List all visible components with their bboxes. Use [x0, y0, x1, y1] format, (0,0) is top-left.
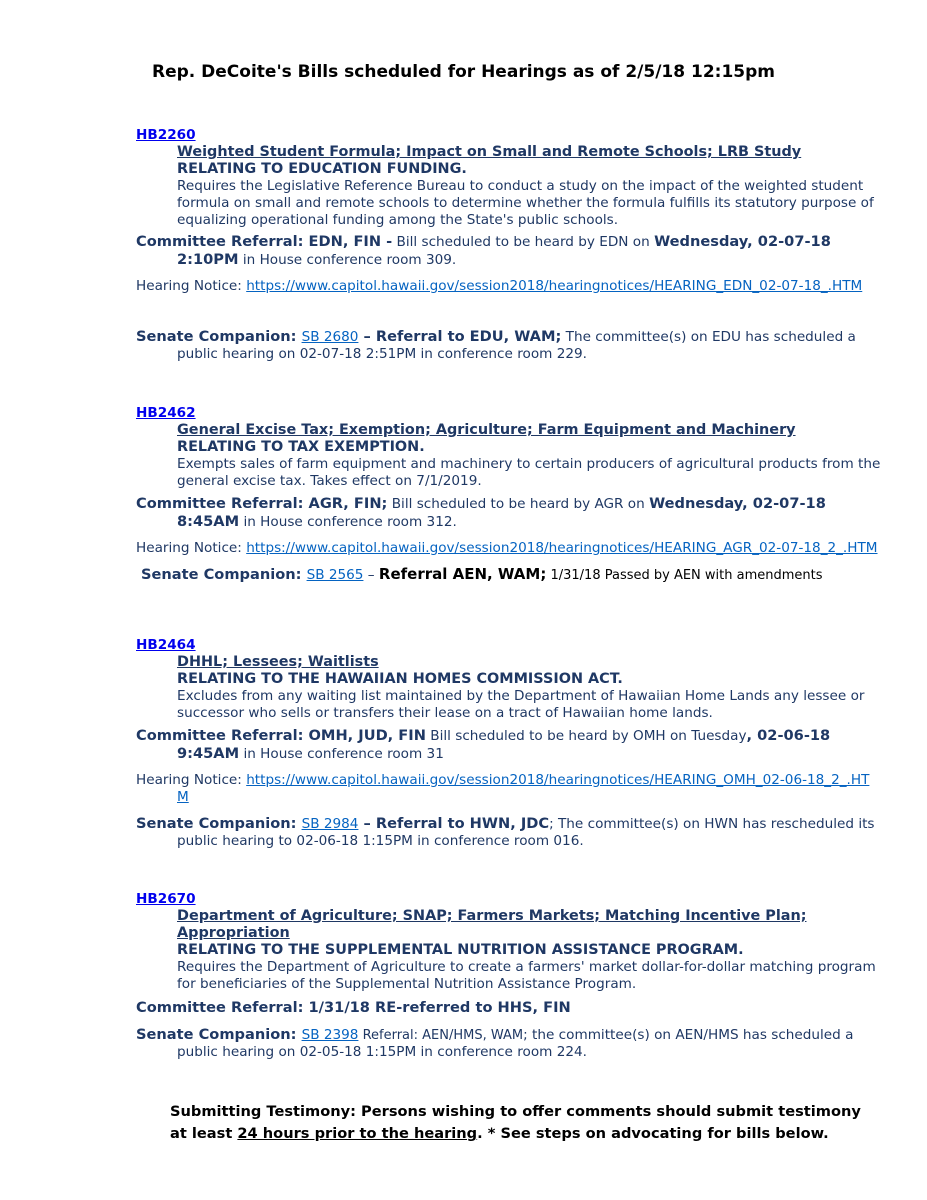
committee-referral: Committee Referral: OMH, JUD, FIN Bill scheduled to be heard by OMH on Tuesday, 02-06-18 9:45AM in House conference room 31 [136, 727, 831, 762]
senate-companion: Senate Companion: SB 2565 – Referral AEN, WAM; 1/31/18 Passed by AEN with amendments [141, 565, 823, 583]
committee-referral: Committee Referral: EDN, FIN - Bill scheduled to be heard by EDN on Wednesday, 02-07-18 2:10PM in House conference room 309. [136, 233, 831, 268]
bill-entry [136, 127, 881, 363]
hearing-notice-link[interactable]: https://www.capitol.hawaii.gov/session2018/hearingnotices/HEARING_AGR_02-07-18_2_.HTM [246, 540, 878, 556]
bill-short-title: Department of Agriculture; SNAP; Farmers Markets; Matching Incentive Plan; Appropriation [177, 908, 807, 941]
bill-entry [136, 405, 881, 584]
bill-description: Exempts sales of farm equipment and machinery to certain producers of agricultural products from the general excise tax. Takes effect on 7/1/2019. [177, 456, 881, 489]
senate-bill-link[interactable]: SB 2565 [306, 567, 364, 583]
senate-companion: Senate Companion: SB 2984 – Referral to HWN, JDC; The committee(s) on HWN has rescheduled its public hearing to 02-06-18 1:15PM in conference room 016. [136, 815, 875, 849]
senate-bill-link[interactable]: SB 2984 [301, 816, 359, 832]
page-title: Rep. DeCoite's Bills scheduled for Hearings as of 2/5/18 12:15pm [152, 62, 775, 82]
senate-bill-link[interactable]: SB 2680 [301, 329, 359, 345]
bill-description: Excludes from any waiting list maintained by the Department of Hawaiian Home Lands any lessee or successor who sells or transfers their lease on a tract of Hawaiian home lands. [177, 688, 865, 721]
hearing-notice: Hearing Notice: https://www.capitol.hawaii.gov/session2018/hearingnotices/HEARING_OMH_02-06-18_2_.HTM [136, 772, 870, 805]
bill-relating: RELATING TO TAX EXEMPTION. [177, 439, 425, 455]
bill-entry [136, 637, 881, 850]
senate-bill-link[interactable]: SB 2398 [301, 1027, 359, 1043]
testimony-note: Submitting Testimony: Persons wishing to offer comments should submit testimony at least 24 hours prior to the hearing. * See steps on advocating for bills below. [170, 1103, 861, 1142]
bill-number-link[interactable]: HB2670 [136, 891, 196, 907]
bill-short-title: DHHL; Lessees; Waitlists [177, 654, 379, 670]
bill-number-link[interactable]: HB2464 [136, 637, 196, 653]
bill-short-title: General Excise Tax; Exemption; Agriculture; Farm Equipment and Machinery [177, 422, 796, 438]
hearing-notice: Hearing Notice: https://www.capitol.hawaii.gov/session2018/hearingnotices/HEARING_AGR_02-07-18_2_.HTM [136, 540, 878, 556]
hearing-notice: Hearing Notice: https://www.capitol.hawaii.gov/session2018/hearingnotices/HEARING_EDN_02-07-18_.HTM [136, 278, 863, 294]
bill-number-link[interactable]: HB2260 [136, 127, 196, 143]
bill-entry [136, 891, 881, 1061]
bill-number-link[interactable]: HB2462 [136, 405, 196, 421]
senate-companion: Senate Companion: SB 2680 – Referral to EDU, WAM; The committee(s) on EDU has scheduled a public hearing on 02-07-18 2:51PM in conference room 229. [136, 328, 856, 362]
bill-short-title: Weighted Student Formula; Impact on Small and Remote Schools; LRB Study [177, 144, 802, 160]
bill-relating: RELATING TO THE HAWAIIAN HOMES COMMISSION ACT. [177, 671, 623, 687]
bill-relating: RELATING TO THE SUPPLEMENTAL NUTRITION ASSISTANCE PROGRAM. [177, 942, 744, 958]
committee-referral: Committee Referral: AGR, FIN; Bill scheduled to be heard by AGR on Wednesday, 02-07-18 8:45AM in House conference room 312. [136, 495, 826, 530]
bill-relating: RELATING TO EDUCATION FUNDING. [177, 161, 467, 177]
bill-description: Requires the Department of Agriculture to create a farmers' market dollar-for-dollar matching program for beneficiaries of the Supplemental Nutrition Assistance Program. [177, 959, 876, 992]
hearing-notice-link[interactable]: https://www.capitol.hawaii.gov/session2018/hearingnotices/HEARING_OMH_02-06-18_2_.HTM [177, 772, 870, 805]
senate-companion: Senate Companion: SB 2398 Referral: AEN/HMS, WAM; the committee(s) on AEN/HMS has scheduled a public hearing on 02-05-18 1:15PM in conference room 224. [136, 1026, 854, 1060]
bill-description: Requires the Legislative Reference Bureau to conduct a study on the impact of the weighted student formula on small and remote schools to determine whether the formula fulfills its statutory purpose of equalizing operational funding among the State's public schools. [177, 178, 874, 228]
committee-referral: Committee Referral: 1/31/18 RE-referred to HHS, FIN [136, 999, 571, 1016]
hearing-notice-link[interactable]: https://www.capitol.hawaii.gov/session2018/hearingnotices/HEARING_EDN_02-07-18_.HTM [246, 278, 863, 294]
